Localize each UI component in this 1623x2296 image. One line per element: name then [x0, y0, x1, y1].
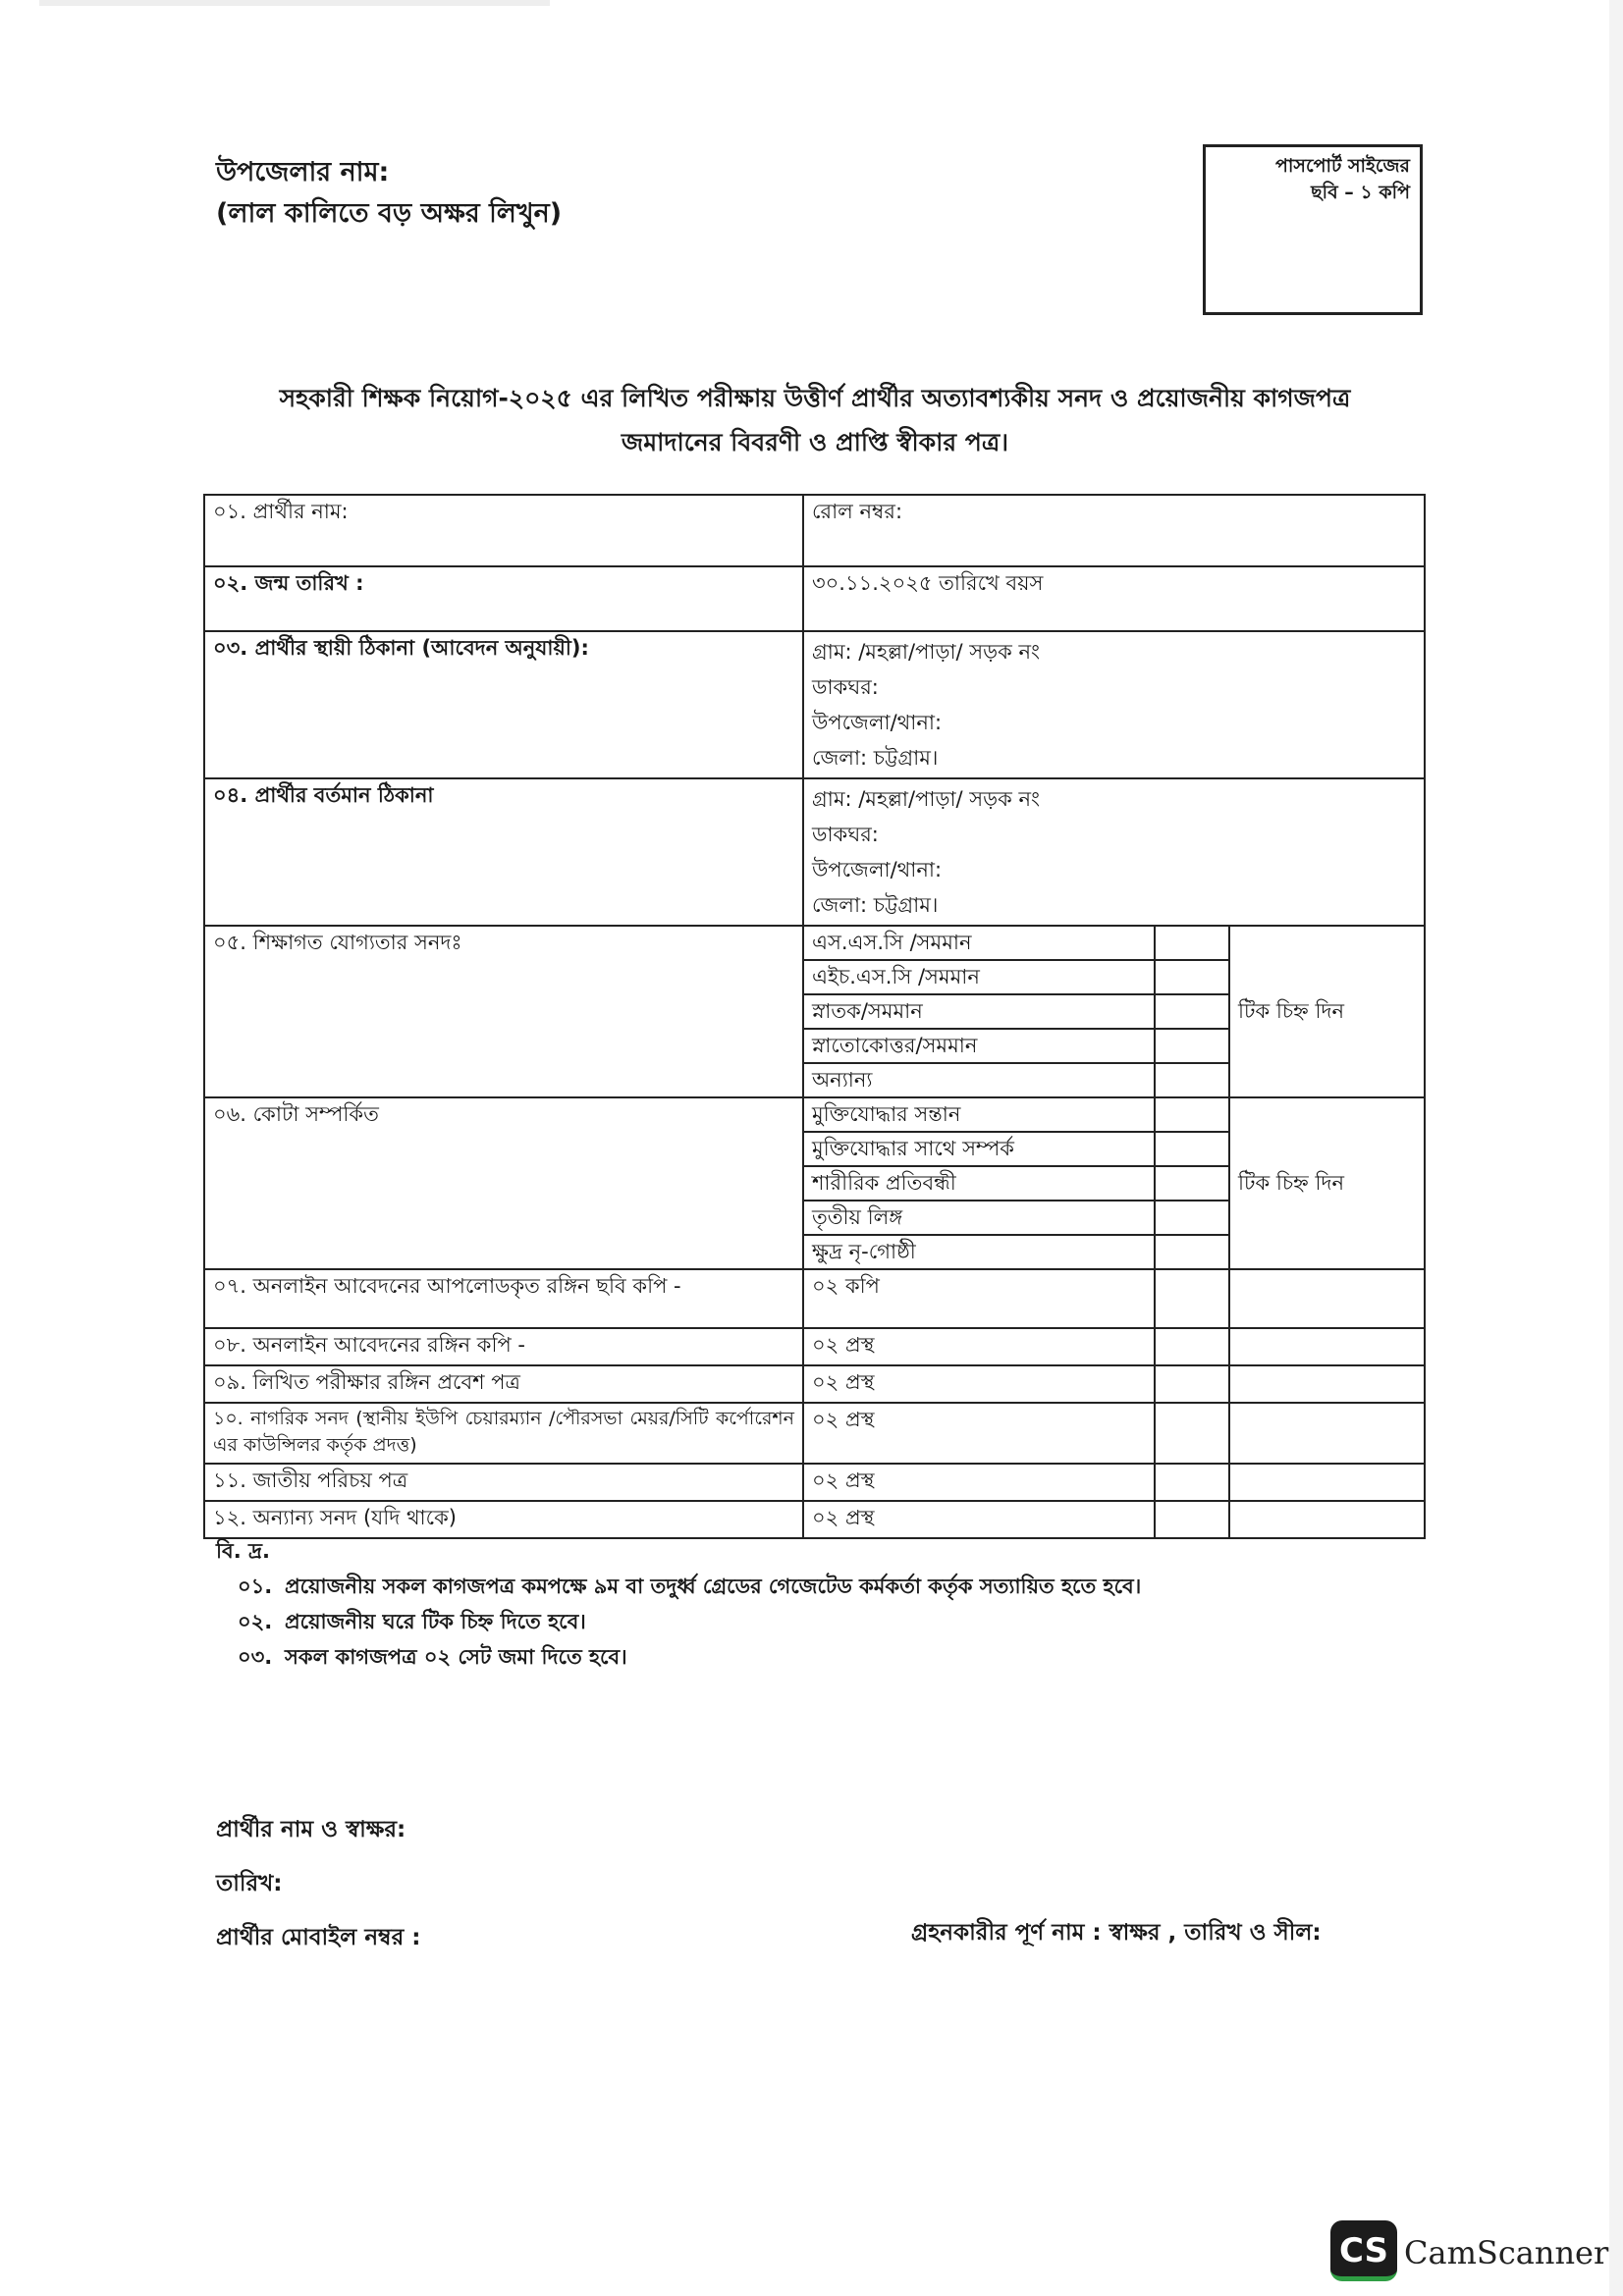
address-village: গ্রাম: /মহল্লা/পাড়া/ সড়ক নং: [812, 640, 1041, 664]
quota-option: মুক্তিযোদ্ধার সাথে সম্পর্ক: [803, 1132, 1155, 1166]
tick-box[interactable]: [1155, 1166, 1229, 1201]
quota-option: তৃতীয় লিঙ্গ: [803, 1201, 1155, 1235]
permanent-address-block: [803, 631, 1425, 778]
camscanner-logo-icon: CS: [1330, 2220, 1397, 2281]
tick-box[interactable]: [1155, 1328, 1229, 1365]
field-name-label: ০১. প্রার্থীর নাম:: [204, 495, 803, 566]
education-option: স্নাতোকোত্তর/সমমান: [803, 1029, 1155, 1063]
field-nid-value: ০২ প্রস্থ: [803, 1464, 1155, 1501]
tick-box[interactable]: [1155, 1403, 1229, 1464]
tick-instruction: টিক চিহ্ন দিন: [1229, 1097, 1425, 1269]
tick-box[interactable]: [1155, 1235, 1229, 1269]
candidate-name-sign-label: প্রার্থীর নাম ও স্বাক্ষর:: [216, 1817, 406, 1842]
table-row: [204, 1464, 1425, 1501]
photo-label-2: ছবি – ১ কপি: [1311, 182, 1410, 203]
note-item: [238, 1569, 1141, 1604]
receiver-label: গ্রহনকারীর পূর্ণ নাম : স্বাক্ষর , তারিখ ও সীল:: [911, 1920, 1322, 1946]
photo-label-1: পাসপোর্ট সাইজের: [1275, 155, 1410, 177]
table-row: [204, 1328, 1425, 1365]
field-photo-copy-value: ০২ কপি: [803, 1269, 1155, 1328]
education-option: অন্যান্য: [803, 1063, 1155, 1097]
tick-box[interactable]: [1155, 1029, 1229, 1063]
quota-option: শারীরিক প্রতিবন্ধী: [803, 1166, 1155, 1201]
field-other-cert-value: ০২ প্রস্থ: [803, 1501, 1155, 1538]
tick-box[interactable]: [1155, 1464, 1229, 1501]
form-table: [203, 494, 1426, 1539]
education-option: এস.এস.সি /সমমান: [803, 926, 1155, 960]
notes-block: [216, 1533, 1141, 1675]
note-item: [238, 1639, 1141, 1675]
title-line-1: সহকারী শিক্ষক নিয়োগ-২০২৫ এর লিখিত পরীক্ষায় উত্তীর্ণ প্রার্থীর অত্যাবশ্যকীয় সনদ ও প্রয়োজনীয় কাগজপত্র: [279, 384, 1351, 412]
note-text: প্রয়োজনীয় ঘরে টিক চিহ্ন দিতে হবে।: [285, 1610, 586, 1633]
tick-box[interactable]: [1155, 960, 1229, 994]
tick-box[interactable]: [1155, 1097, 1229, 1132]
remarks-cell: [1229, 1501, 1425, 1538]
field-other-cert-label: ১২. অন্যান্য সনদ (যদি থাকে): [204, 1501, 803, 1538]
date-label: তারিখ:: [216, 1871, 283, 1896]
upazila-block: [216, 152, 562, 235]
table-row: [204, 1269, 1425, 1328]
remarks-cell: [1229, 1403, 1425, 1464]
table-row: [204, 1365, 1425, 1403]
address-post: ডাকঘর:: [812, 823, 879, 846]
upazila-note: (লাল কালিতে বড় অক্ষর লিখুন): [216, 198, 563, 229]
scan-top-edge: [39, 0, 550, 6]
notes-list: [216, 1569, 1141, 1675]
field-online-copy-value: ০২ প্রস্থ: [803, 1328, 1155, 1365]
address-post: ডাকঘর:: [812, 675, 879, 699]
note-number: ০১.: [238, 1575, 273, 1598]
address-district: জেলা: চট্টগ্রাম।: [812, 893, 939, 917]
tick-box[interactable]: [1155, 994, 1229, 1029]
field-age-label: ৩০.১১.২০২৫ তারিখে বয়স: [803, 566, 1425, 631]
education-option: এইচ.এস.সি /সমমান: [803, 960, 1155, 994]
address-village: গ্রাম: /মহল্লা/পাড়া/ সড়ক নং: [812, 787, 1041, 811]
tick-box[interactable]: [1155, 1269, 1229, 1328]
field-present-address-label: ০৪. প্রার্থীর বর্তমান ঠিকানা: [204, 778, 803, 926]
tick-box[interactable]: [1155, 1501, 1229, 1538]
remarks-cell: [1229, 1365, 1425, 1403]
address-upazila: উপজেলা/থানা:: [812, 858, 943, 881]
note-number: ০২.: [238, 1610, 273, 1633]
field-photo-copy-label: ০৭. অনলাইন আবেদনের আপলোডকৃত রঙ্গিন ছবি কপি -: [204, 1269, 803, 1328]
field-education-label: ০৫. শিক্ষাগত যোগ্যতার সনদঃ: [204, 926, 803, 1097]
address-upazila: উপজেলা/থানা:: [812, 711, 943, 734]
field-admit-card-value: ০২ প্রস্থ: [803, 1365, 1155, 1403]
tick-box[interactable]: [1155, 1365, 1229, 1403]
table-row: [204, 631, 1425, 778]
note-item: [238, 1604, 1141, 1639]
field-dob-label: ০২. জন্ম তারিখ :: [204, 566, 803, 631]
field-citizen-cert-label: ১০. নাগরিক সনদ (স্থানীয় ইউপি চেয়ারম্যান /পৌরসভা মেয়র/সিটি কর্পোরেশন এর কাউন্সিলর কর্তৃক প্রদত্ত): [204, 1403, 803, 1464]
field-admit-card-label: ০৯. লিখিত পরীক্ষার রঙ্গিন প্রবেশ পত্র: [204, 1365, 803, 1403]
note-text: সকল কাগজপত্র ০২ সেট জমা দিতে হবে।: [285, 1645, 627, 1669]
table-row: [204, 778, 1425, 926]
education-option: স্নাতক/সমমান: [803, 994, 1155, 1029]
table-row: [204, 566, 1425, 631]
camscanner-watermark: CamScanner: [1404, 2234, 1609, 2271]
field-online-copy-label: ০৮. অনলাইন আবেদনের রঙ্গিন কপি -: [204, 1328, 803, 1365]
table-row: [204, 1097, 1425, 1132]
address-district: জেলা: চট্টগ্রাম।: [812, 746, 939, 770]
present-address-block: [803, 778, 1425, 926]
mobile-label: প্রার্থীর মোবাইল নম্বর :: [216, 1925, 421, 1950]
field-quota-label: ০৬. কোটা সম্পর্কিত: [204, 1097, 803, 1269]
tick-box[interactable]: [1155, 1132, 1229, 1166]
photo-box: [1203, 144, 1423, 315]
remarks-cell: [1229, 1328, 1425, 1365]
quota-option: ক্ষুদ্র নৃ-গোষ্ঠী: [803, 1235, 1155, 1269]
scan-edge: [1609, 0, 1623, 2296]
remarks-cell: [1229, 1464, 1425, 1501]
tick-instruction: টিক চিহ্ন দিন: [1229, 926, 1425, 1097]
note-text: প্রয়োজনীয় সকল কাগজপত্র কমপক্ষে ৯ম বা তদুর্ধ্ব গ্রেডের গেজেটেড কর্মকর্তা কর্তৃক সত্যায়িত হতে হবে।: [285, 1575, 1142, 1598]
note-number: ০৩.: [238, 1645, 273, 1669]
upazila-label: উপজেলার নাম:: [216, 157, 390, 187]
field-nid-label: ১১. জাতীয় পরিচয় পত্র: [204, 1464, 803, 1501]
field-roll-label: রোল নম্বর:: [803, 495, 1425, 566]
tick-box[interactable]: [1155, 926, 1229, 960]
quota-option: মুক্তিযোদ্ধার সন্তান: [803, 1097, 1155, 1132]
table-row: [204, 495, 1425, 566]
tick-box[interactable]: [1155, 1063, 1229, 1097]
remarks-cell: [1229, 1269, 1425, 1328]
field-citizen-cert-value: ০২ প্রস্থ: [803, 1403, 1155, 1464]
form-title: [177, 376, 1453, 464]
title-line-2: জমাদানের বিবরণী ও প্রাপ্তি স্বীকার পত্র।: [621, 428, 1009, 456]
table-row: [204, 1403, 1425, 1464]
table-row: [204, 926, 1425, 960]
field-permanent-address-label: ০৩. প্রার্থীর স্থায়ী ঠিকানা (আবেদন অনুযায়ী):: [204, 631, 803, 778]
notes-heading: বি. দ্র.: [216, 1539, 270, 1563]
tick-box[interactable]: [1155, 1201, 1229, 1235]
